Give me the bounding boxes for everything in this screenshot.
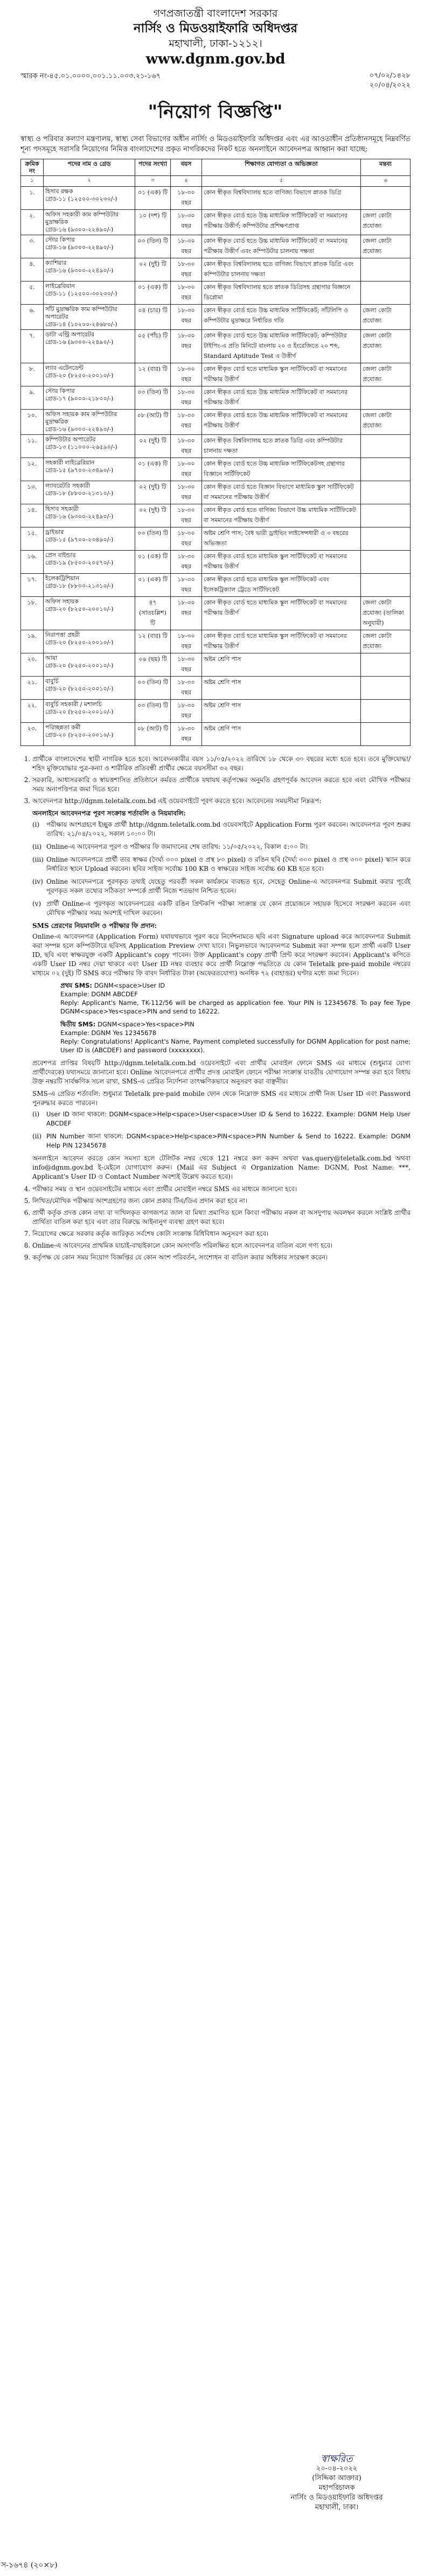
item-label: (v) xyxy=(32,900,41,907)
post-pay-grade: গ্রেড-১১ (১২৫০০-৩০২৩০/-) xyxy=(45,290,117,297)
second-sms-format: DGNM<space>Yes<space>PIN xyxy=(98,1020,194,1028)
row-age: ১৮-৩০ বছর xyxy=(171,305,202,330)
row-post xyxy=(44,551,135,574)
signatory-city: মহাখালী, ঢাকা। xyxy=(315,2503,359,2511)
admit-card-info: প্রবেশপত্র প্রাপ্তির বিষয়টি http://dgnm.teletalk.com.bd ওয়েবসাইটে এবং প্রার্থীর মোবাইল ফোনে SMS এর মাধ্যমে (শুধুমাত্র যোগ্য প্রার্থীদেরকে) যথাসময়ে জানানো হবে। Online আবেদনপত্রে প্রার্থীর প্রদত্ত মোবাইল ফোনে পরীক্ষা সংক্রান্ত যাবতীয় যোগাযোগ সম্পন্ন করা হবে বিধায় উক্ত নম্বরটি সার্বক্ষণিক সচল রাখা, SMS-এ প্রেরিত নির্দেশনা তাৎক্ষণিকভাবে অনুসরণ করা বাঞ্ছনীয়। xyxy=(32,1059,411,1085)
post-name: ল্যাব এটেনডেন্ট xyxy=(45,364,84,371)
post-pay-grade: গ্রেড-১৩ (১১০০০-২৬৫৯০/-) xyxy=(45,444,117,451)
row-serial: ১৭. xyxy=(21,574,44,597)
post-pay-grade: গ্রেড-২০ (৮২৫০-২০০১০/-) xyxy=(45,708,114,715)
row-count: ০১ (এক) টি xyxy=(135,458,171,481)
row-remarks xyxy=(361,527,411,551)
row-post xyxy=(44,363,135,386)
table-row xyxy=(21,630,411,653)
online-application-section xyxy=(20,809,411,1181)
row-count: ০৬ (ছয়) টি xyxy=(135,653,171,677)
post-name: পরিচ্ছন্নতা কর্মী xyxy=(45,724,81,731)
table-row xyxy=(21,723,411,746)
post-pay-grade: গ্রেড-১৪ (১০২০০-২৪৬৮০/-) xyxy=(45,321,117,328)
item-label: (iv) xyxy=(32,878,43,885)
post-name: ড্রাইভার xyxy=(45,529,64,536)
row-age: ১৮-৩০ বছর xyxy=(171,551,202,574)
post-pay-grade: গ্রেড-১১ (১২৫০০-৩০২৩০/-) xyxy=(45,195,117,202)
online-item-text: Online আবেদনপত্রে পূরণকৃত তথ্যই যেহেতু পরবর্তী সকল কার্যক্রমে ব্যবহৃত হবে, সেহেতু Online-এ আবেদনপত্র Submit করার পূর্বেই পূরণকৃত সকল তথ্যের সঠিকতা সম্পর্কে প্রার্থী নিজে শতভাগ নিশ্চিত হবেন। xyxy=(46,878,411,895)
row-age: ১৮-৩০ বছর xyxy=(171,187,202,210)
table-row xyxy=(21,677,411,700)
footer-code: স-১৬৭৪ (২০×৮) xyxy=(1,2561,58,2570)
signature-scribble: স্বাক্ষরিত xyxy=(321,2453,353,2465)
row-serial: ১৬. xyxy=(21,551,44,574)
row-qualification: কোন স্বীকৃত বোর্ড হতে মাধ্যমিক স্কুল সার্টিফিকেট বা সমমানের পরীক্ষায় উত্তীর্ণ xyxy=(202,630,361,653)
post-pay-grade: গ্রেড-২০ (৮২৫০-২০০১০/-) xyxy=(45,606,114,613)
row-serial: ৯. xyxy=(21,386,44,410)
row-qualification: অষ্টম শ্রেণি পাস xyxy=(202,653,361,677)
lost-userid-item xyxy=(32,1110,411,1128)
post-name: ইলেকট্রিশিয়ান xyxy=(45,575,79,582)
row-post xyxy=(44,723,135,746)
second-sms-block xyxy=(32,1020,411,1054)
row-count: ০৪ (চার) টি xyxy=(135,305,171,330)
table-row xyxy=(21,386,411,410)
table-row xyxy=(21,551,411,574)
sms-title: SMS প্রেরণের নিয়মাবলি ও পরীক্ষার ফি প্রদান: xyxy=(32,922,157,930)
signatory-designation: মহাপরিচালক xyxy=(318,2484,355,2492)
header xyxy=(20,0,411,68)
lost-pin-text: PIN Number জানা থাকলে: DGNM<space>Help<space>PIN<space>PIN Number & Send to 16222. Example: DGNM Help PIN 12345678 xyxy=(46,1132,411,1149)
row-post xyxy=(44,630,135,653)
row-qualification: কোন স্বীকৃত বোর্ড হতে বিজ্ঞান বিভাগে মাধ্যমিক স্কুল সার্টিফিকেট বা সমমানের পরীক্ষায় উত্তীর্ণ xyxy=(202,481,361,504)
table-header-row xyxy=(21,159,411,176)
row-post xyxy=(44,386,135,410)
row-qualification: কোন স্বীকৃত বোর্ড হতে উচ্চ মাধ্যমিক সার্টিফিকেটসহ গ্রন্থাগার বিজ্ঞানে সার্টিফিকেট xyxy=(202,458,361,481)
row-serial: ১. xyxy=(21,187,44,210)
post-pay-grade: গ্রেড-১৮ (৮৮০০-২১৩১০/-) xyxy=(45,490,114,497)
row-serial: ১১. xyxy=(21,435,44,458)
row-count: ১০ (দশ) টি xyxy=(135,210,171,235)
item-label: (i) xyxy=(32,1110,40,1118)
row-post xyxy=(44,330,135,363)
table-row xyxy=(21,363,411,386)
instruction-item: 4. পরীক্ষার সময় ও স্থান ওয়েবসাইটের মাধ্যমে এবং প্রার্থীর মোবাইল নম্বরে SMS এর মাধ্যমে জানানো হবে। xyxy=(32,1185,411,1194)
row-remarks xyxy=(361,723,411,746)
row-count: ০২ (দুই) টি xyxy=(135,504,171,527)
table-row xyxy=(21,653,411,677)
row-age: ১৮-৩০ বছর xyxy=(171,435,202,458)
row-serial: ১৪. xyxy=(21,504,44,527)
row-remarks: জেলা কোটা প্রযোজ্য xyxy=(361,363,411,386)
col-header-qualification: শিক্ষাগত যোগ্যতা ও অভিজ্ঞতা xyxy=(202,159,361,176)
online-item-iv xyxy=(32,877,411,896)
signatory-name: (সিদ্দিকা আক্তার) xyxy=(312,2474,362,2482)
row-post xyxy=(44,258,135,281)
row-remarks xyxy=(361,700,411,723)
second-sms-example: Example: DGNM Yes 12345678 xyxy=(60,1029,157,1037)
instruction-item: 3. আবেদনপত্র http://dgnm.teletalk.com.bd এই ওয়েবসাইটে পূরণ করতে হবে। আবেদনের সময়সীমা নিম্নরূপ: xyxy=(32,797,411,806)
row-count: ১২ (বার) টি xyxy=(135,630,171,653)
row-post xyxy=(44,481,135,504)
row-qualification: কোন স্বীকৃত বোর্ড হতে উচ্চ মাধ্যমিক সার্টিফিকেট বা সমমানের পরীক্ষায় উত্তীর্ণ এবং কম্পিউটার চালনায় দক্ষতা xyxy=(202,235,361,258)
item-label: (ii) xyxy=(32,1132,42,1140)
row-count: ০১ (এক) টি xyxy=(135,574,171,597)
post-pay-grade: গ্রেড-১৬ (৯৩০০-২২৪৯০/-) xyxy=(45,426,114,433)
col-header-sl: ক্রমিক নং xyxy=(21,159,44,176)
row-age: ১৮-৩০ বছর xyxy=(171,330,202,363)
row-qualification: কোন স্বীকৃত বোর্ড হতে বাণিজ্য বিভাগে উচ্চ মাধ্যমিক সার্টিফিকেট বা সমমানের পরীক্ষায় উত্তীর্ণ xyxy=(202,504,361,527)
table-row xyxy=(21,258,411,281)
row-remarks xyxy=(361,481,411,504)
row-serial: ২. xyxy=(21,210,44,235)
row-remarks: জেলা কোটা প্রযোজ্য xyxy=(361,630,411,653)
row-remarks: জেলা কোটা প্রযোজ্য xyxy=(361,330,411,363)
row-qualification: কোন স্বীকৃত বোর্ড হতে উচ্চ মাধ্যমিক সার্টিফিকেট; কম্পিউটার টাইপিং-এ প্রতি মিনিটে বাংলায় ২০ ও ইংরেজিতে ২০ শব্দ, Standard Aptitude Test এ উত্তীর্ণ xyxy=(202,330,361,363)
lost-credential-title: SMS-এ প্রেরিত শর্তাবলি: শুধুমাত্র Teletalk pre-paid mobile ফোন থেকে নিম্নোক্ত SMS এর মাধ্যমে প্রার্থী নিজ User ID এবং Password পুনরুদ্ধার করতে পারবেন। xyxy=(32,1090,411,1107)
row-serial: ১২. xyxy=(21,458,44,481)
instruction-item: 1. প্রার্থীকে বাংলাদেশের স্থায়ী নাগরিক হতে হবে। আবেদনকারীর বয়স ১১/০৫/২০২২ তারিখে ১৮ থেকে ৩০ বছরের মধ্যে হতে হবে। তবে মুক্তিযোদ্ধা/শহিদ মুক্তিযোদ্ধার পুত্র-কন্যা ও শারীরিক প্রতিবন্ধী প্রার্থীর ক্ষেত্রে বয়সসীমা ৩২ বছর। xyxy=(32,755,411,773)
row-serial: ২৩. xyxy=(21,723,44,746)
table-row xyxy=(21,700,411,723)
signature-block xyxy=(275,2454,399,2512)
row-age: ১৮-৩০ বছর xyxy=(171,700,202,723)
table-row xyxy=(21,504,411,527)
post-pay-grade: গ্রেড-১৬ (৯৩০০-২২৪৯০/-) xyxy=(45,339,114,346)
post-name: অফিস সহায়ক কাম কম্পিউটার মুদ্রাক্ষরিক xyxy=(45,411,117,425)
table-row xyxy=(21,210,411,235)
row-qualification: কোন স্বীকৃত বোর্ড হতে উচ্চ মাধ্যমিক সার্টিফিকেট বা সমমানের পরীক্ষায় উত্তীর্ণ; কম্পিউটার প্রশিক্ষণপ্রাপ্ত xyxy=(202,210,361,235)
post-name: আয়া xyxy=(45,654,58,661)
row-post xyxy=(44,597,135,630)
instruction-item: 6. প্রার্থী কর্তৃক প্রদত্ত কোন তথ্য বা দাখিলকৃত কাগজপত্র জাল বা মিথ্যা প্রমাণিত হলে কিংবা পরীক্ষায় নকল বা অসদুপায় অবলম্বন করলে সংশ্লিষ্ট প্রার্থীর প্রার্থিতা বাতিল করা হবে এবং তার বিরুদ্ধে আইনানুগ ব্যবস্থা গ্রহণ করা হবে। xyxy=(32,1208,411,1227)
online-item-text: প্রার্থী Online-এ পূরণকৃত আবেদনপত্রের একটি রঙিন প্রিন্টকপি পরীক্ষা সংক্রান্ত যে কোন প্রয়োজনে সহায়ক হিসেবে সংরক্ষণ করবেন এবং মৌখিক পরীক্ষার সময় অবশ্যই দাখিল করবেন। xyxy=(46,900,411,917)
row-qualification: অষ্টম শ্রেণি পাস; বৈধ ভারী ড্রাইভিং লাইসেন্সধারী ও ৩ বছরের অভিজ্ঞতা xyxy=(202,527,361,551)
row-post xyxy=(44,574,135,597)
row-serial: ৭. xyxy=(21,330,44,363)
post-pay-grade: গ্রেড-২০ (৮২৫০-২০০১০/-) xyxy=(45,685,114,692)
instruction-item: 5. লিখিত/মৌখিক পরীক্ষায় অংশগ্রহণের জন্য কোন প্রকার টিএ/ডিএ প্রদান করা হবে না। xyxy=(32,1196,411,1206)
table-row xyxy=(21,281,411,305)
online-item-v xyxy=(32,899,411,918)
col-num: ৩ xyxy=(135,176,171,187)
post-pay-grade: গ্রেড-১৯ (৮৫০০-২০৫৭০/-) xyxy=(45,559,114,566)
row-qualification: কোন স্বীকৃত বোর্ড হতে মাধ্যমিক স্কুল সার্টিফিকেট এবং ইলেকট্রিক্যাল ট্রেডে সার্টিফিকেট xyxy=(202,574,361,597)
row-count: ০৮ (আট) টি xyxy=(135,410,171,435)
row-qualification: কোন স্বীকৃত বিশ্ববিদ্যালয় হতে বাণিজ্য বিভাগে স্নাতক ডিগ্রি এবং কম্পিউটার চালনায় দক্ষতা xyxy=(202,258,361,281)
post-name: অফিস সহকারী কাম কম্পিউটার মুদ্রাক্ষরিক xyxy=(45,211,119,226)
post-pay-grade: গ্রেড-১৮ (৮৮০০-২১৩১০/-) xyxy=(45,582,114,589)
first-sms-block xyxy=(32,981,411,1016)
post-name: বাবুর্চি সহকারী / মশালচি xyxy=(45,701,102,708)
post-name: কম্পিউটার অপারেটর xyxy=(45,436,96,443)
date-bangla: ০৭/০২/১৪২৮ xyxy=(369,72,411,80)
post-name: হিসাব রক্ষক xyxy=(45,188,73,195)
intro-paragraph: স্বাস্থ্য ও পরিবার কল্যাণ মন্ত্রণালয়, স্বাস্থ্য সেবা বিভাগের অধীন নার্সিং ও মিডওয়াইফারি অধিদপ্তর এবং এর আওতাধীন প্রতিষ্ঠানসমূহে নিম্নবর্ণিত শূন্য পদসমূহে সরাসরি নিয়োগের নিমিত্ত বাংলাদেশের প্রকৃত নাগরিকদের নিকট হতে অনলাইনে আবেদনপত্র আহ্বান করা যাচ্ছে: xyxy=(20,135,411,153)
item-label: (iii) xyxy=(32,856,44,863)
row-remarks xyxy=(361,458,411,481)
row-remarks: জেলা কোটা প্রযোজ্য (তালিকা অনুযায়ী) xyxy=(361,597,411,630)
row-count: ০৩ (তিন) টি xyxy=(135,527,171,551)
post-name: লাইব্রেরিয়ান xyxy=(45,283,75,290)
table-row xyxy=(21,305,411,330)
col-num: ৫ xyxy=(202,176,361,187)
lost-userid-text: User ID জানা থাকলে: DGNM<space>Help<space>User<space>User ID & Send to 16222. Example: DGNM Help User ABCDEF xyxy=(46,1110,411,1127)
row-post xyxy=(44,504,135,527)
table-row xyxy=(21,458,411,481)
first-sms-format: DGNM<space>User ID xyxy=(94,982,165,989)
row-qualification: কোন স্বীকৃত বোর্ড হতে মাধ্যমিক স্কুল সার্টিফিকেট বা সমমানের পরীক্ষায় উত্তীর্ণ xyxy=(202,363,361,386)
post-name: প্রেস বাইন্ডার xyxy=(45,552,76,559)
row-age: ১৮-৩০ বছর xyxy=(171,630,202,653)
row-remarks xyxy=(361,281,411,305)
instructions xyxy=(20,755,411,1262)
table-row xyxy=(21,330,411,363)
row-count: ০৫ (পাঁচ) টি xyxy=(135,330,171,363)
col-num: ২ xyxy=(44,176,135,187)
post-pay-grade: গ্রেড-১৭ (৯০০০-২১৮০০/-) xyxy=(45,395,114,402)
row-age: ১৮-৩০ বছর xyxy=(171,363,202,386)
col-header-post: পদের নাম ও গ্রেড xyxy=(44,159,135,176)
row-post xyxy=(44,210,135,235)
posts-table-body xyxy=(21,187,411,746)
post-pay-grade: গ্রেড-২০ (৮২৫০-২০০১০/-) xyxy=(45,372,114,379)
online-item-text: Online-এ আবেদনপত্র পূরণ ও পরীক্ষার ফি জমাদানের শেষ তারিখ: ১১/০৫/২০২২, বিকাল ৫:০০ টা। xyxy=(46,843,308,850)
post-pay-grade: গ্রেড-২০ (৮২৫০-২০০১০/-) xyxy=(45,639,114,646)
post-name: সহকারী লাইব্রেরিয়ান xyxy=(45,459,95,466)
post-pay-grade: গ্রেড-১৬ (৯৩০০-২২৪৯০/-) xyxy=(45,267,114,274)
row-qualification: কোন স্বীকৃত বোর্ড হতে মাধ্যমিক স্কুল সার্টিফিকেট বা সমমানের পরীক্ষায় উত্তীর্ণ xyxy=(202,597,361,630)
second-sms-reply: Reply: Congratulations! Applicant's Name, Payment completed successfully for DGNM Application for post name; User ID is (ABCDEF) and password (xxxxxxxx). xyxy=(60,1038,411,1054)
row-remarks xyxy=(361,435,411,458)
row-count: ০১ (এক) টি xyxy=(135,281,171,305)
table-row xyxy=(21,574,411,597)
row-post xyxy=(44,435,135,458)
signature-date: ২০-০৪-২০২২ xyxy=(316,2465,358,2473)
col-header-count: পদের সংখ্যা xyxy=(135,159,171,176)
post-name: সাঁট মুদ্রাক্ষরিক কাম কম্পিউটার অপারেটর xyxy=(45,306,117,320)
row-age: ১৮-৩০ বছর xyxy=(171,458,202,481)
post-name: নিরাপত্তা প্রহরী xyxy=(45,631,80,638)
row-remarks: জেলা কোটা প্রযোজ্য xyxy=(361,210,411,235)
row-count: ১২ (বার) টি xyxy=(135,363,171,386)
row-qualification: কোন স্বীকৃত বোর্ড হতে মাধ্যমিক স্কুল সার্টিফিকেট বা সমমানের পরীক্ষায় উত্তীর্ণ xyxy=(202,551,361,574)
row-count: ০১ (এক) টি xyxy=(135,187,171,210)
row-serial: ৮. xyxy=(21,363,44,386)
instruction-item: 8. Online-এ আবেদনের প্রাথমিক যাচাই-বাছাইকালে কোন অসংগতি পরিলক্ষিত হলে আবেদনপত্র বাতিল বলে গণ্য হবে। xyxy=(32,1241,411,1250)
row-post xyxy=(44,235,135,258)
online-intro: অনলাইনে আবেদনপত্র পূরণ সংক্রান্ত শর্তাবলি ও নিয়মাবলি: xyxy=(32,810,186,817)
first-sms-label: প্রথম SMS: xyxy=(60,982,93,989)
row-remarks xyxy=(361,677,411,700)
website-link[interactable]: www.dgnm.gov.bd xyxy=(145,51,286,67)
row-qualification: কোন স্বীকৃত বোর্ড হতে উচ্চ মাধ্যমিক সার্টিফিকেট; সাঁটলিপি ও কম্পিউটার মুদ্রাক্ষরে নির্ধারিত গতি xyxy=(202,305,361,330)
table-row xyxy=(21,527,411,551)
memo-number: স্মারক নং-৪৫.০১.০০০০.০০১.১১.০০৩.২১-১৬৭ xyxy=(20,72,161,80)
post-pay-grade: গ্রেড-১৫ (৯৭০০-২৩৪৯০/-) xyxy=(45,536,114,543)
post-pay-grade: গ্রেড-১৬ (৯৩০০-২২৪৯০/-) xyxy=(45,226,114,233)
row-remarks: জেলা কোটা প্রযোজ্য xyxy=(361,305,411,330)
row-serial: ১০. xyxy=(21,410,44,435)
post-pay-grade: গ্রেড-২০ (৮২৫০-২০০১০/-) xyxy=(45,731,114,738)
col-num: ১ xyxy=(21,176,44,187)
table-row xyxy=(21,597,411,630)
row-serial: ১৮. xyxy=(21,597,44,630)
row-serial: ১৩. xyxy=(21,481,44,504)
row-qualification: কোন স্বীকৃত বোর্ড হতে উচ্চ মাধ্যমিক সার্টিফিকেট বা সমমানের পরীক্ষায় উত্তীর্ণ xyxy=(202,386,361,410)
row-age: ১৮-৩০ বছর xyxy=(171,597,202,630)
post-name: হিসাব সহকারী xyxy=(45,505,79,512)
col-num: ৪ xyxy=(171,176,202,187)
row-remarks xyxy=(361,653,411,677)
row-serial: ২০. xyxy=(21,653,44,677)
posts-table xyxy=(20,159,411,746)
row-serial: ২১. xyxy=(21,677,44,700)
row-age: ১৮-৩০ বছর xyxy=(171,504,202,527)
row-count: ০২ (দুই) টি xyxy=(135,435,171,458)
date-english: ২০/০৪/২০২২ xyxy=(369,81,411,89)
signatory-office: নার্সিং ও মিডওয়াইফারি অধিদপ্তর xyxy=(290,2494,383,2502)
row-age: ১৮-৩০ বছর xyxy=(171,210,202,235)
row-qualification: অষ্টম শ্রেণি পাস xyxy=(202,700,361,723)
row-age: ১৮-৩০ বছর xyxy=(171,481,202,504)
row-serial: ২২. xyxy=(21,700,44,723)
contact-info: অনলাইনে আবেদন করতে কোন সমস্যা হলে টেলিটক নম্বর থেকে 121 নম্বরে কল করুন অথবা vas.query@teletalk.com.bd অথবা info@dgnm.gov.bd ই-মেইলে যোগাযোগ করুন। (Mail এর Subject এ Organization Name: DGNM, Post Name: ***, Applicant's User ID ও Contact Number অবশ্যই উল্লেখ করতে হবে)। xyxy=(32,1155,411,1180)
row-post xyxy=(44,410,135,435)
instruction-item: 2. সরকারি, আধাসরকারি ও স্বায়ত্তশাসিত প্রতিষ্ঠানে কর্মরত প্রার্থীকে যথাযথ কর্তৃপক্ষের অনুমতি গ্রহণপূর্বক আবেদন করতে হবে এবং মৌখিক পরীক্ষার সময় অনাপত্তিপত্র জমা দিতে হবে। xyxy=(32,776,411,794)
office-address: মহাখালী, ঢাকা-১২১২। xyxy=(169,38,262,50)
row-qualification: অষ্টম শ্রেণি পাস xyxy=(202,677,361,700)
memo-row xyxy=(20,71,411,90)
online-item-i xyxy=(32,820,411,839)
memo-date xyxy=(370,71,411,90)
lost-pin-item xyxy=(32,1132,411,1150)
row-remarks: জেলা কোটা প্রযোজ্য xyxy=(361,235,411,258)
post-pay-grade: গ্রেড-২০ (৮২৫০-২০০১০/-) xyxy=(45,662,114,669)
row-count: ০৩ (তিন) টি xyxy=(135,386,171,410)
row-count: ০১ (এক) টি xyxy=(135,551,171,574)
row-count: ৪৭ (সাতচল্লিশ) টি xyxy=(135,597,171,630)
row-age: ১৮-৩০ বছর xyxy=(171,723,202,746)
row-post xyxy=(44,527,135,551)
post-name: স্টোর কিপার xyxy=(45,236,75,243)
row-post xyxy=(44,677,135,700)
row-age: ১৮-৩০ বছর xyxy=(171,527,202,551)
online-item-iii xyxy=(32,855,411,874)
directorate-name: নার্সিং ও মিডওয়াইফারি অধিদপ্তর xyxy=(133,21,298,36)
row-serial: ৩. xyxy=(21,235,44,258)
sms-instructions: Online-এ আবেদনপত্র (Application Form) যথাযথভাবে পূরণ করে নির্দেশনামতে ছবি এবং Signature upload করে আবেদনপত্র Submit করা সম্পন্ন হলে কম্পিউটারে ছবিসহ Application Preview দেখা যাবে। নিভুলভাবে আবেদনপত্র Submit করা সম্পন্ন হলে প্রার্থী একটি User ID, ছবি এবং স্বাক্ষরযুক্ত একটি Applicant's copy পাবেন। উক্ত Applicant's copy প্রার্থী প্রিন্ট করে সংরক্ষণ করবেন। Applicant's কপিতে একটি User ID নম্বর দেয়া থাকবে এবং User ID নম্বর ব্যবহার করে প্রার্থী নিম্নোক্ত পদ্ধতিতে যে কোন Teletalk pre-paid mobile নম্বরের মাধ্যমে ০২ (দুই) টি SMS করে পরীক্ষার ফি বাবদ নির্ধারিত টাকা (অফেরতযোগ্য) অনধিক ৭২ (বাহাত্তর) ঘণ্টার মধ্যে জমা দিবেন। xyxy=(32,933,411,977)
post-name: ডাটা এন্ট্রি অপারেটর xyxy=(45,331,94,338)
col-header-remarks: মন্তব্য xyxy=(361,159,411,176)
row-post xyxy=(44,187,135,210)
post-pay-grade: গ্রেড-১৫ (৯৭০০-২৩৪৯০/-) xyxy=(45,467,114,474)
row-age: ১৮-৩০ বছর xyxy=(171,258,202,281)
table-row xyxy=(21,187,411,210)
item-label: (ii) xyxy=(32,843,42,850)
row-remarks xyxy=(361,504,411,527)
row-count: ০২ (দুই) টি xyxy=(135,258,171,281)
row-qualification: কোন স্বীকৃত বিশ্ববিদ্যালয় হতে বাণিজ্য বিভাগে স্নাতক ডিগ্রি xyxy=(202,187,361,210)
post-name: ক্যাশিয়ার xyxy=(45,259,67,266)
table-row xyxy=(21,410,411,435)
table-row xyxy=(21,481,411,504)
row-remarks xyxy=(361,551,411,574)
row-age: ১৮-৩০ বছর xyxy=(171,281,202,305)
row-count: ০৮ (আট) টি xyxy=(135,723,171,746)
row-post xyxy=(44,653,135,677)
item-label: (i) xyxy=(32,821,40,828)
row-age: ১৮-৩০ বছর xyxy=(171,677,202,700)
page-title: "নিয়োগ বিজ্ঞপ্তি" xyxy=(148,101,283,123)
row-count: ০৩ (তিন) টি xyxy=(135,235,171,258)
table-row xyxy=(21,235,411,258)
post-name: অফিস সহায়ক xyxy=(45,598,79,605)
row-qualification: কোন স্বীকৃত বিশ্ববিদ্যালয় হতে স্নাতক ডিগ্রি এবং কম্পিউটার চালনায় দক্ষতা xyxy=(202,435,361,458)
row-remarks xyxy=(361,386,411,410)
online-item-text: পরীক্ষায় অংশগ্রহণে ইচ্ছুক প্রার্থী http://dgnm.teletalk.com.bd ওয়েবসাইটে Application Form পূরণ করবেন। আবেদনপত্র পূরণ শুরুর তারিখ: ২১/০৪/২০২২, সকাল ১০:০০ টা। xyxy=(46,821,411,837)
government-name: গণপ্রজাতন্ত্রী বাংলাদেশ সরকার xyxy=(153,8,278,19)
row-remarks xyxy=(361,187,411,210)
row-serial: ১৫. xyxy=(21,527,44,551)
row-count: ০২ (দুই) টি xyxy=(135,481,171,504)
post-pay-grade: গ্রেড-১৬ (৯৩০০-২২৪৯০/-) xyxy=(45,513,114,520)
instruction-item: 9. কর্তৃপক্ষ যে কোন সময় নিয়োগ বিজ্ঞপ্তির যে কোন অংশ পরিবর্তন, সংশোধন বা বাতিল করার অধিকার সংরক্ষণ করেন। xyxy=(32,1253,411,1262)
col-num: ৬ xyxy=(361,176,411,187)
row-count: ০৩ (তিন) টি xyxy=(135,677,171,700)
post-pay-grade: গ্রেড-১৬ (৯৩০০-২২৪৯০/-) xyxy=(45,244,114,251)
row-serial: ৫. xyxy=(21,281,44,305)
row-age: ১৮-৩০ বছর xyxy=(171,410,202,435)
first-sms-example: Example: DGNM ABCDEF xyxy=(60,990,138,998)
col-header-age: বয়স xyxy=(171,159,202,176)
column-number-row xyxy=(21,176,411,187)
row-qualification: কোন স্বীকৃত বিশ্ববিদ্যালয় হতে স্নাতক ডিগ্রিসহ গ্রন্থাগার বিজ্ঞানে ডিপ্লোমা xyxy=(202,281,361,305)
online-item-text: Online আবেদনপত্রে প্রার্থী তার স্বাক্ষর (দৈর্ঘ্য ৩০০ pixel ও প্রস্থ ৮০ pixel) ও রঙিন ছবি (দৈর্ঘ্য ৩০০ pixel ও প্রস্থ ৩০০ pixel) স্ক্যান করে নির্ধারিত স্থানে Upload করবেন। ছবির সাইজ সর্বোচ্চ 100 KB ও স্বাক্ষরের সাইজ সর্বোচ্চ 60 KB হতে হবে। xyxy=(46,856,411,872)
first-sms-reply: Reply: Applicant's Name, TK-112/56 will be charged as application fee. Your PIN is 12345678. To pay fee Type DGNM<space>Yes<space>PIN and send to 16222. xyxy=(60,999,411,1015)
row-post xyxy=(44,281,135,305)
row-qualification: কোন স্বীকৃত বোর্ড হতে উচ্চ মাধ্যমিক সার্টিফিকেট বা সমমানের পরীক্ষায় উত্তীর্ণ xyxy=(202,410,361,435)
row-remarks: জেলা কোটা প্রযোজ্য xyxy=(361,410,411,435)
row-age: ১৮-৩০ বছর xyxy=(171,235,202,258)
post-name: ল্যাবরেটরি সহকারী xyxy=(45,482,90,489)
row-post xyxy=(44,305,135,330)
post-name: স্টোর কিপার xyxy=(45,388,75,395)
row-serial: ১৯. xyxy=(21,630,44,653)
row-serial: ৬. xyxy=(21,305,44,330)
row-remarks xyxy=(361,258,411,281)
online-item-ii xyxy=(32,842,411,851)
row-post xyxy=(44,700,135,723)
row-age: ১৮-৩০ বছর xyxy=(171,386,202,410)
row-remarks xyxy=(361,574,411,597)
row-age: ১৮-৩০ বছর xyxy=(171,574,202,597)
row-post xyxy=(44,458,135,481)
row-count: ০৩ (তিন) টি xyxy=(135,700,171,723)
table-row xyxy=(21,435,411,458)
row-age: ১৮-৩০ বছর xyxy=(171,653,202,677)
title-wrap xyxy=(20,98,411,129)
instruction-item: 7. নিয়োগের ক্ষেত্রে সরকার কর্তৃক জারিকৃত সর্বশেষ কোটা সংক্রান্ত বিধিবিধান অনুসরণ করা হবে। xyxy=(32,1229,411,1238)
second-sms-label: দ্বিতীয় SMS: xyxy=(60,1020,96,1028)
row-serial: ৪. xyxy=(21,258,44,281)
post-name: বাবুর্চি xyxy=(45,678,59,685)
row-qualification: অষ্টম শ্রেণি পাস xyxy=(202,723,361,746)
